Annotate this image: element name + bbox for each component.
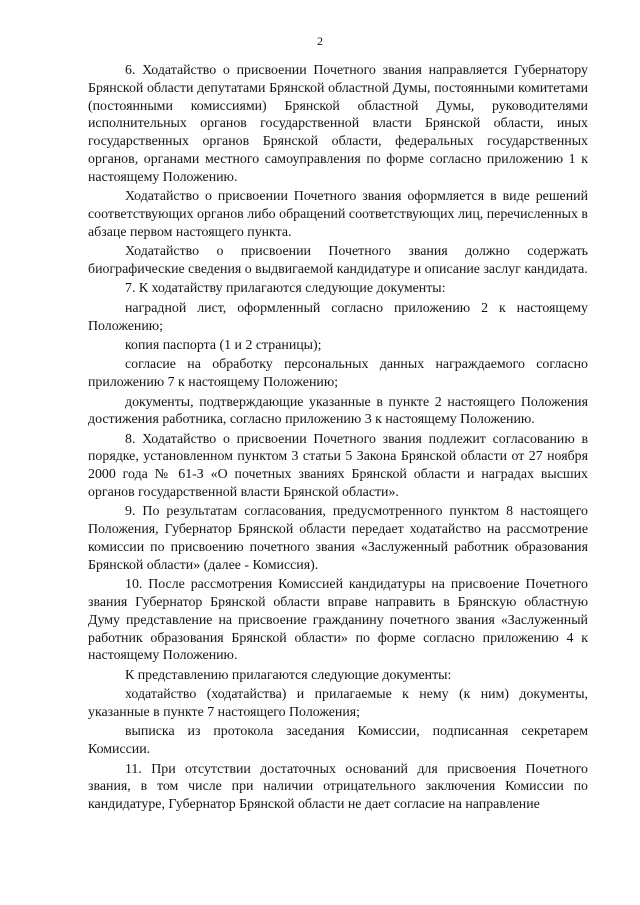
list-item-award-sheet: наградной лист, оформленный согласно приложению 2 к настоящему Положению; bbox=[88, 300, 588, 334]
document-body bbox=[88, 62, 588, 814]
paragraph-petition-content: Ходатайство о присвоении Почетного звания должно содержать биографические сведения о выдвигаемой кандидатуре и описание заслуг кандидата. bbox=[88, 244, 588, 277]
paragraph-item-8: 8. Ходатайство о присвоении Почетного звания подлежит согласованию в порядке, установленном пунктом 3 статьи 5 Закона Брянской области от 27 ноября 2000 года № 61-З «О почетных званиях Брянской области и наградах высших органов государственной власти Брянской области». bbox=[88, 431, 588, 501]
paragraph-item-11: 11. При отсутствии достаточных оснований для присвоения Почетного звания, в том числе при наличии отрицательного заключения Комиссии по кандидатуре, Губернатор Брянской области не дает согласие на направление bbox=[88, 761, 588, 813]
list-item-achievement-documents: документы, подтверждающие указанные в пункте 2 настоящего Положения достижения работника, согласно приложению 3 к настоящему Положению. bbox=[88, 394, 588, 428]
list-item-petition-documents: ходатайство (ходатайства) и прилагаемые к нему (к ним) документы, указанные в пункте 7 настоящего Положения; bbox=[88, 687, 588, 721]
paragraph-item-7-intro: 7. К ходатайству прилагаются следующие документы: bbox=[125, 281, 446, 297]
list-item-passport-copy: копия паспорта (1 и 2 страницы); bbox=[125, 337, 322, 353]
paragraph-item-6-intro: 6. Ходатайство о присвоении Почетного звания направляется Губернатору Брянской области депутатами Брянской областной Думы, постоянными комитетами (постоянными комиссиями) Брянской областной Думы, руководителями исполнительных органов государственной власти Брянской области, иных государственных органов Брянской области, федеральных государственных органов, органами местного самоуправления по форме согласно приложению 1 к настоящему Положению. bbox=[88, 63, 588, 185]
paragraph-petition-form: Ходатайство о присвоении Почетного звания оформляется в виде решений соответствующих органов либо обращений соответствующих лиц, перечисленных в абзаце первом настоящего пункта. bbox=[88, 189, 588, 240]
paragraph-item-9: 9. По результатам согласования, предусмотренного пунктом 8 настоящего Положения, Губернатор Брянской области передает ходатайство на рассмотрение комиссии по присвоению почетного звания «Заслуженный работник образования Брянской области» (далее - Комиссия). bbox=[88, 504, 588, 573]
list-item-personal-data-consent: согласие на обработку персональных данных награждаемого согласно приложению 7 к настоящему Положению; bbox=[88, 357, 588, 391]
page-number: 2 bbox=[317, 34, 323, 48]
paragraph-item-10: 10. После рассмотрения Комиссией кандидатуры на присвоение Почетного звания Губернатор Брянской области вправе направить в Брянскую областную Думу представление на присвоение гражданину почетного звания «Заслуженный работник образования Брянской области» по форме согласно приложению 4 к настоящему Положению. bbox=[88, 577, 588, 664]
paragraph-representation-documents-intro: К представлению прилагаются следующие документы: bbox=[125, 667, 452, 683]
list-item-commission-extract: выписка из протокола заседания Комиссии, подписанная секретарем Комиссии. bbox=[88, 724, 588, 758]
